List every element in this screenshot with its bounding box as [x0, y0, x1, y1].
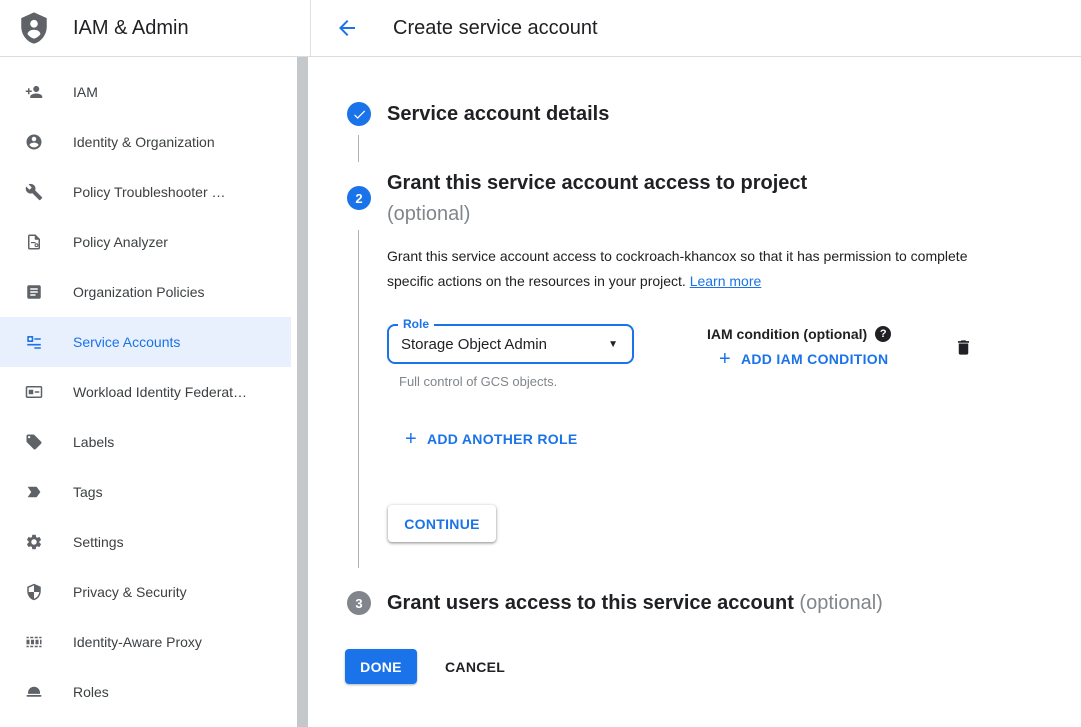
- article-icon: [25, 283, 43, 301]
- step-service-account-details: [347, 101, 1081, 127]
- sidebar-item-policy-troubleshooter[interactable]: [0, 167, 291, 217]
- proxy-strip-icon: [25, 633, 43, 651]
- sidebar-header: [0, 0, 311, 56]
- step3-title: [387, 590, 883, 616]
- step2-title-text: Grant this service account access to project: [387, 172, 808, 194]
- hat-icon: [25, 683, 43, 701]
- step1-title: Service account details: [387, 103, 610, 125]
- add-iam-condition-button[interactable]: + ADD IAM CONDITION: [719, 348, 889, 370]
- sidebar-item-policy-analyzer[interactable]: [0, 217, 291, 267]
- sidebar-item-labels[interactable]: [0, 417, 291, 467]
- step2-body: [358, 230, 1081, 568]
- sidebar-item-roles[interactable]: [0, 667, 291, 717]
- form-footer: [345, 649, 1081, 684]
- step-grant-users-access: [347, 590, 1081, 616]
- sidebar-item-tags[interactable]: [0, 467, 291, 517]
- shield-icon: [25, 583, 43, 601]
- sidebar-item-label: Organization Policies: [73, 284, 205, 300]
- add-another-role-button[interactable]: + ADD ANOTHER ROLE: [405, 428, 578, 450]
- sidebar-item-label: Settings: [73, 534, 124, 550]
- sidebar-item-organization-policies[interactable]: [0, 267, 291, 317]
- sidebar-item-identity-organization[interactable]: [0, 117, 291, 167]
- step1-complete-badge: [347, 102, 371, 126]
- sidebar-item-privacy-security[interactable]: [0, 567, 291, 617]
- sidebar-scrollbar[interactable]: [297, 57, 308, 727]
- check-icon: [352, 107, 367, 122]
- sidebar-item-label: Tags: [73, 484, 103, 500]
- sidebar-item-identity-aware-proxy[interactable]: [0, 617, 291, 667]
- sidebar-item-label: Policy Analyzer: [73, 234, 168, 250]
- help-icon[interactable]: ?: [875, 326, 891, 342]
- sidebar-item-label: Privacy & Security: [73, 584, 187, 600]
- step3-title-text: Grant users access to this service account: [387, 592, 794, 614]
- person-add-icon: [25, 83, 43, 101]
- step3-number-badge: 3: [347, 591, 371, 615]
- plus-icon: +: [719, 348, 731, 370]
- step2-optional-label: (optional): [387, 203, 471, 225]
- role-field-label: Role: [398, 317, 434, 331]
- role-row: [387, 317, 979, 389]
- sidebar-item-service-accounts[interactable]: [0, 317, 291, 367]
- service-account-key-icon: [25, 333, 43, 351]
- create-service-account-form: [311, 57, 1081, 727]
- sidebar-title: IAM & Admin: [73, 16, 189, 39]
- step-grant-access-to-project: [347, 168, 1081, 230]
- sidebar-item-workload-identity-federation[interactable]: [0, 367, 291, 417]
- gear-icon: [25, 533, 43, 551]
- delete-role-button[interactable]: [954, 338, 973, 362]
- step-connector-line: [358, 135, 1081, 162]
- label-tag-icon: [25, 433, 43, 451]
- sidebar-item-iam[interactable]: [0, 67, 291, 117]
- continue-button[interactable]: CONTINUE: [388, 505, 496, 542]
- chevron-down-icon: ▼: [608, 338, 618, 350]
- iam-condition-column: [707, 324, 891, 370]
- sidebar-item-label: Identity & Organization: [73, 134, 215, 150]
- role-column: [387, 317, 634, 389]
- sidebar-item-label: IAM: [73, 84, 98, 100]
- sidebar-item-label: Service Accounts: [73, 334, 181, 350]
- step2-description: Grant this service account access to cockroach-khancox so that it has permission to complete specific actions on the resources in your project. Learn more: [387, 248, 968, 289]
- account-circle-icon: [25, 133, 43, 151]
- page-title: Create service account: [393, 16, 598, 39]
- plus-icon: +: [405, 428, 417, 450]
- iam-admin-shield-icon: [17, 11, 51, 45]
- role-dropdown[interactable]: [387, 317, 634, 364]
- trash-icon: [954, 338, 973, 357]
- sidebar-item-label: Workload Identity Federat…: [73, 384, 248, 400]
- tag-arrow-icon: [25, 483, 43, 501]
- done-button[interactable]: DONE: [345, 649, 417, 684]
- role-help-text: Full control of GCS objects.: [399, 374, 558, 389]
- learn-more-link[interactable]: Learn more: [689, 273, 762, 289]
- step2-number-badge: 2: [347, 186, 371, 210]
- page-header: [311, 0, 598, 56]
- sidebar-item-settings[interactable]: [0, 517, 291, 567]
- top-bar: [0, 0, 1081, 57]
- sidebar-item-label: Labels: [73, 434, 115, 450]
- step2-title: [387, 168, 807, 230]
- sidebar-item-label: Identity-Aware Proxy: [73, 634, 202, 650]
- sidebar-item-label: Roles: [73, 684, 109, 700]
- cancel-button[interactable]: CANCEL: [445, 658, 506, 675]
- document-search-icon: [25, 233, 43, 251]
- id-card-icon: [25, 383, 43, 401]
- sidebar-nav: [0, 57, 311, 727]
- role-selected-value: Storage Object Admin: [401, 335, 547, 353]
- iam-condition-label: IAM condition (optional): [707, 326, 868, 342]
- step3-optional-label: (optional): [799, 592, 883, 614]
- sidebar-item-label: Policy Troubleshooter …: [73, 184, 226, 200]
- wrench-icon: [25, 183, 43, 201]
- back-arrow-icon[interactable]: [335, 16, 359, 40]
